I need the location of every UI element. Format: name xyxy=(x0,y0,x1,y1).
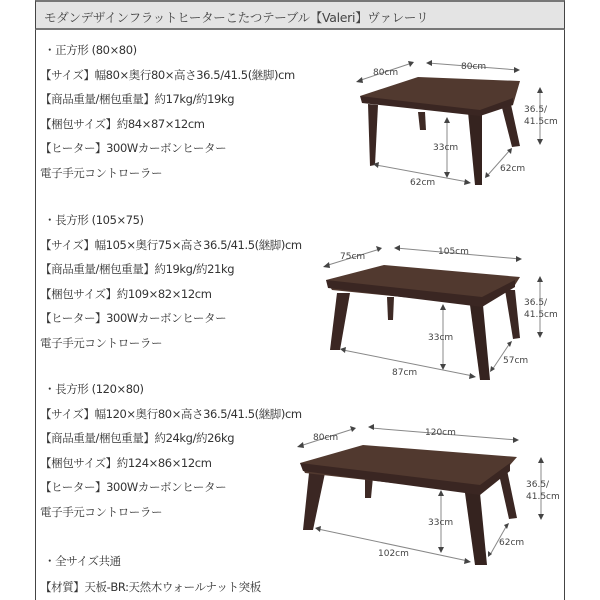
spec-block-rect-105 xyxy=(40,208,302,355)
spec-block-square-80 xyxy=(40,38,295,185)
dim-inner-depth: 57cm xyxy=(503,356,529,366)
spec-weight: 【商品重量/梱包重量】約17kg/約19kg xyxy=(40,92,235,106)
spec-block-common xyxy=(40,548,261,600)
spec-package: 【梱包サイズ】約84×87×12cm xyxy=(40,116,205,131)
table-diagram-rect-105 xyxy=(310,235,560,385)
dim-inner-depth: 62cm xyxy=(499,538,525,548)
spec-heading: ・長方形 (105×75) xyxy=(44,213,144,227)
dim-depth: 80cm xyxy=(313,433,339,443)
dim-height-2: 41.5cm xyxy=(524,310,558,320)
dim-inner-depth: 62cm xyxy=(500,164,526,174)
spec-package: 【梱包サイズ】約124×86×12cm xyxy=(40,455,212,470)
spec-controller: 電子手元コントローラー xyxy=(40,165,163,180)
dim-clearance: 33cm xyxy=(428,333,454,343)
table-illustration xyxy=(300,445,517,565)
dim-depth: 80cm xyxy=(373,68,399,78)
dim-height-1: 36.5/ xyxy=(524,105,548,115)
spec-heater: 【ヒーター】300Wカーボンヒーター xyxy=(40,480,227,494)
dim-inner-width: 102cm xyxy=(378,549,409,559)
spec-heater: 【ヒーター】300Wカーボンヒーター xyxy=(40,311,227,325)
spec-material: 【材質】天板-BR:天然木ウォールナット突板 xyxy=(40,580,261,594)
spec-block-rect-120 xyxy=(40,377,302,524)
dim-height-1: 36.5/ xyxy=(524,298,548,308)
spec-size: 【サイズ】幅80×奥行80×高さ36.5/41.5(継脚)cm xyxy=(40,67,295,82)
dim-clearance: 33cm xyxy=(433,143,459,153)
spec-controller: 電子手元コントローラー xyxy=(40,335,163,350)
title-bar xyxy=(35,0,565,30)
dim-inner-width: 62cm xyxy=(410,178,436,188)
dim-width: 120cm xyxy=(425,428,456,438)
dim-height-2: 41.5cm xyxy=(526,492,560,502)
spec-size: 【サイズ】幅105×奥行75×高さ36.5/41.5(継脚)cm xyxy=(40,237,302,252)
spec-heading: ・全サイズ共通 xyxy=(44,554,121,568)
table-diagram-square-80 xyxy=(340,50,560,200)
dim-width: 80cm xyxy=(461,62,487,72)
dim-width: 105cm xyxy=(438,247,469,257)
table-illustration xyxy=(326,265,520,380)
spec-heater: 【ヒーター】300Wカーボンヒーター xyxy=(40,141,227,155)
dim-height-1: 36.5/ xyxy=(526,480,550,490)
spec-weight: 【商品重量/梱包重量】約24kg/約26kg xyxy=(40,431,235,445)
spec-size: 【サイズ】幅120×奥行80×高さ36.5/41.5(継脚)cm xyxy=(40,406,302,421)
spec-weight: 【商品重量/梱包重量】約19kg/約21kg xyxy=(40,262,235,276)
spec-package: 【梱包サイズ】約109×82×12cm xyxy=(40,286,212,301)
page-title: モダンデザインフラットヒーターこたつテーブル【Valeri】ヴァレーリ xyxy=(44,10,429,25)
table-diagram-rect-120 xyxy=(285,415,565,580)
dim-inner-width: 87cm xyxy=(392,368,418,378)
dim-depth: 75cm xyxy=(340,252,366,262)
spec-heading: ・長方形 (120×80) xyxy=(44,382,144,396)
spec-heading: ・正方形 (80×80) xyxy=(44,43,137,57)
spec-controller: 電子手元コントローラー xyxy=(40,504,163,519)
table-illustration xyxy=(360,77,520,185)
dim-height-2: 41.5cm xyxy=(524,117,558,127)
dim-clearance: 33cm xyxy=(428,518,454,528)
